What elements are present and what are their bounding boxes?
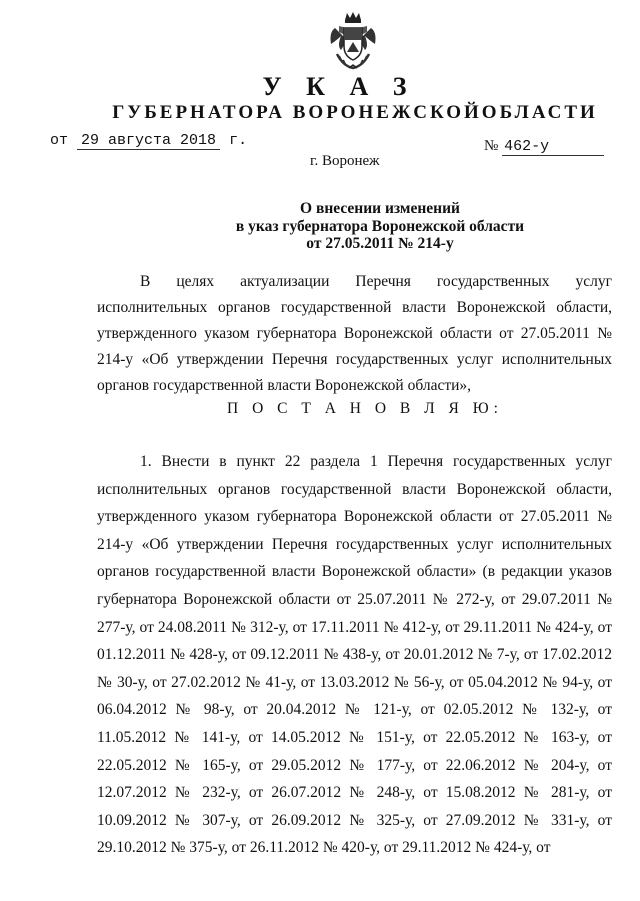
date-value: 29 августа 2018 [77,132,220,150]
number-prefix: № [484,138,499,154]
date-prefix: от [50,132,69,149]
preamble-paragraph: В целях актуализации Перечня государственных услуг исполнительных органов государственной власти Воронежской области, утвержденного указом губернатора Воронежской области от 27.05.2011 № 214-у «Об утверждении Перечня государственных услуг исполнительных органов государственной власти Воронежской области», [97,273,612,394]
document-number [484,138,604,156]
heading-line-3: от 27.05.2011 № 214-у [306,235,454,252]
document-title: У К А З [262,72,416,101]
city-label: г. Воронеж [310,153,380,169]
date-suffix: г. [229,132,248,149]
item-1-paragraph: 1. Внести в пункт 22 раздела 1 Перечня государственных услуг исполнительных органов государственной власти Воронежской области, утвержденного указом губернатора Воронежской области от 27.05.2011 № 214-у «Об утверждении Перечня государственных услуг исполнительных органов государственной власти Воронежской области» (в редакции указов губернатора Воронежской области от 25.07.2011 № 272-у, от 29.07.2011 № 277-у, от 24.08.2011 № 312-у, от 17.11.2011 № 412-у, от 29.11.2011 № 424-у, от 01.12.2011 № 428-у, от 09.12.2011 № 438-у, от 20.01.2012 № 7-у, от 17.02.2012 № 30-у, от 27.02.2012 № 41-у, от 13.03.2012 № 56-у, от 05.04.2012 № 94-у, от 06.04.2012 № 98-у, от 20.04.2012 № 121-у, от 02.05.2012 № 132-у, от 11.05.2012 № 141-у, от 14.05.2012 № 151-у, от 22.05.2012 № 163-у, от 22.05.2012 № 165-у, от 29.05.2012 № 177-у, от 22.06.2012 № 204-у, от 12.07.2012 № 232-у, от 26.07.2012 № 248-у, от 15.08.2012 № 281-у, от 10.09.2012 № 307-у, от 26.09.2012 № 325-у, от 27.09.2012 № 331-у, от 29.10.2012 № 375-у, от 26.11.2012 № 420-у, от 29.11.2012 № 424-у, от [97,453,612,857]
heading-line-2: в указ губернатора Воронежской области [235,217,525,235]
coat-of-arms-icon [327,10,379,72]
number-value: 462-у [502,138,604,156]
decree-word: П О С Т А Н О В Л Я Ю: [227,400,503,417]
document-authority: ГУБЕРНАТОРА ВОРОНЕЖСКОЙОБЛАСТИ [112,102,598,123]
document-date [50,132,247,150]
document-heading [160,200,600,253]
heading-line-1: О внесении изменений [300,200,460,217]
